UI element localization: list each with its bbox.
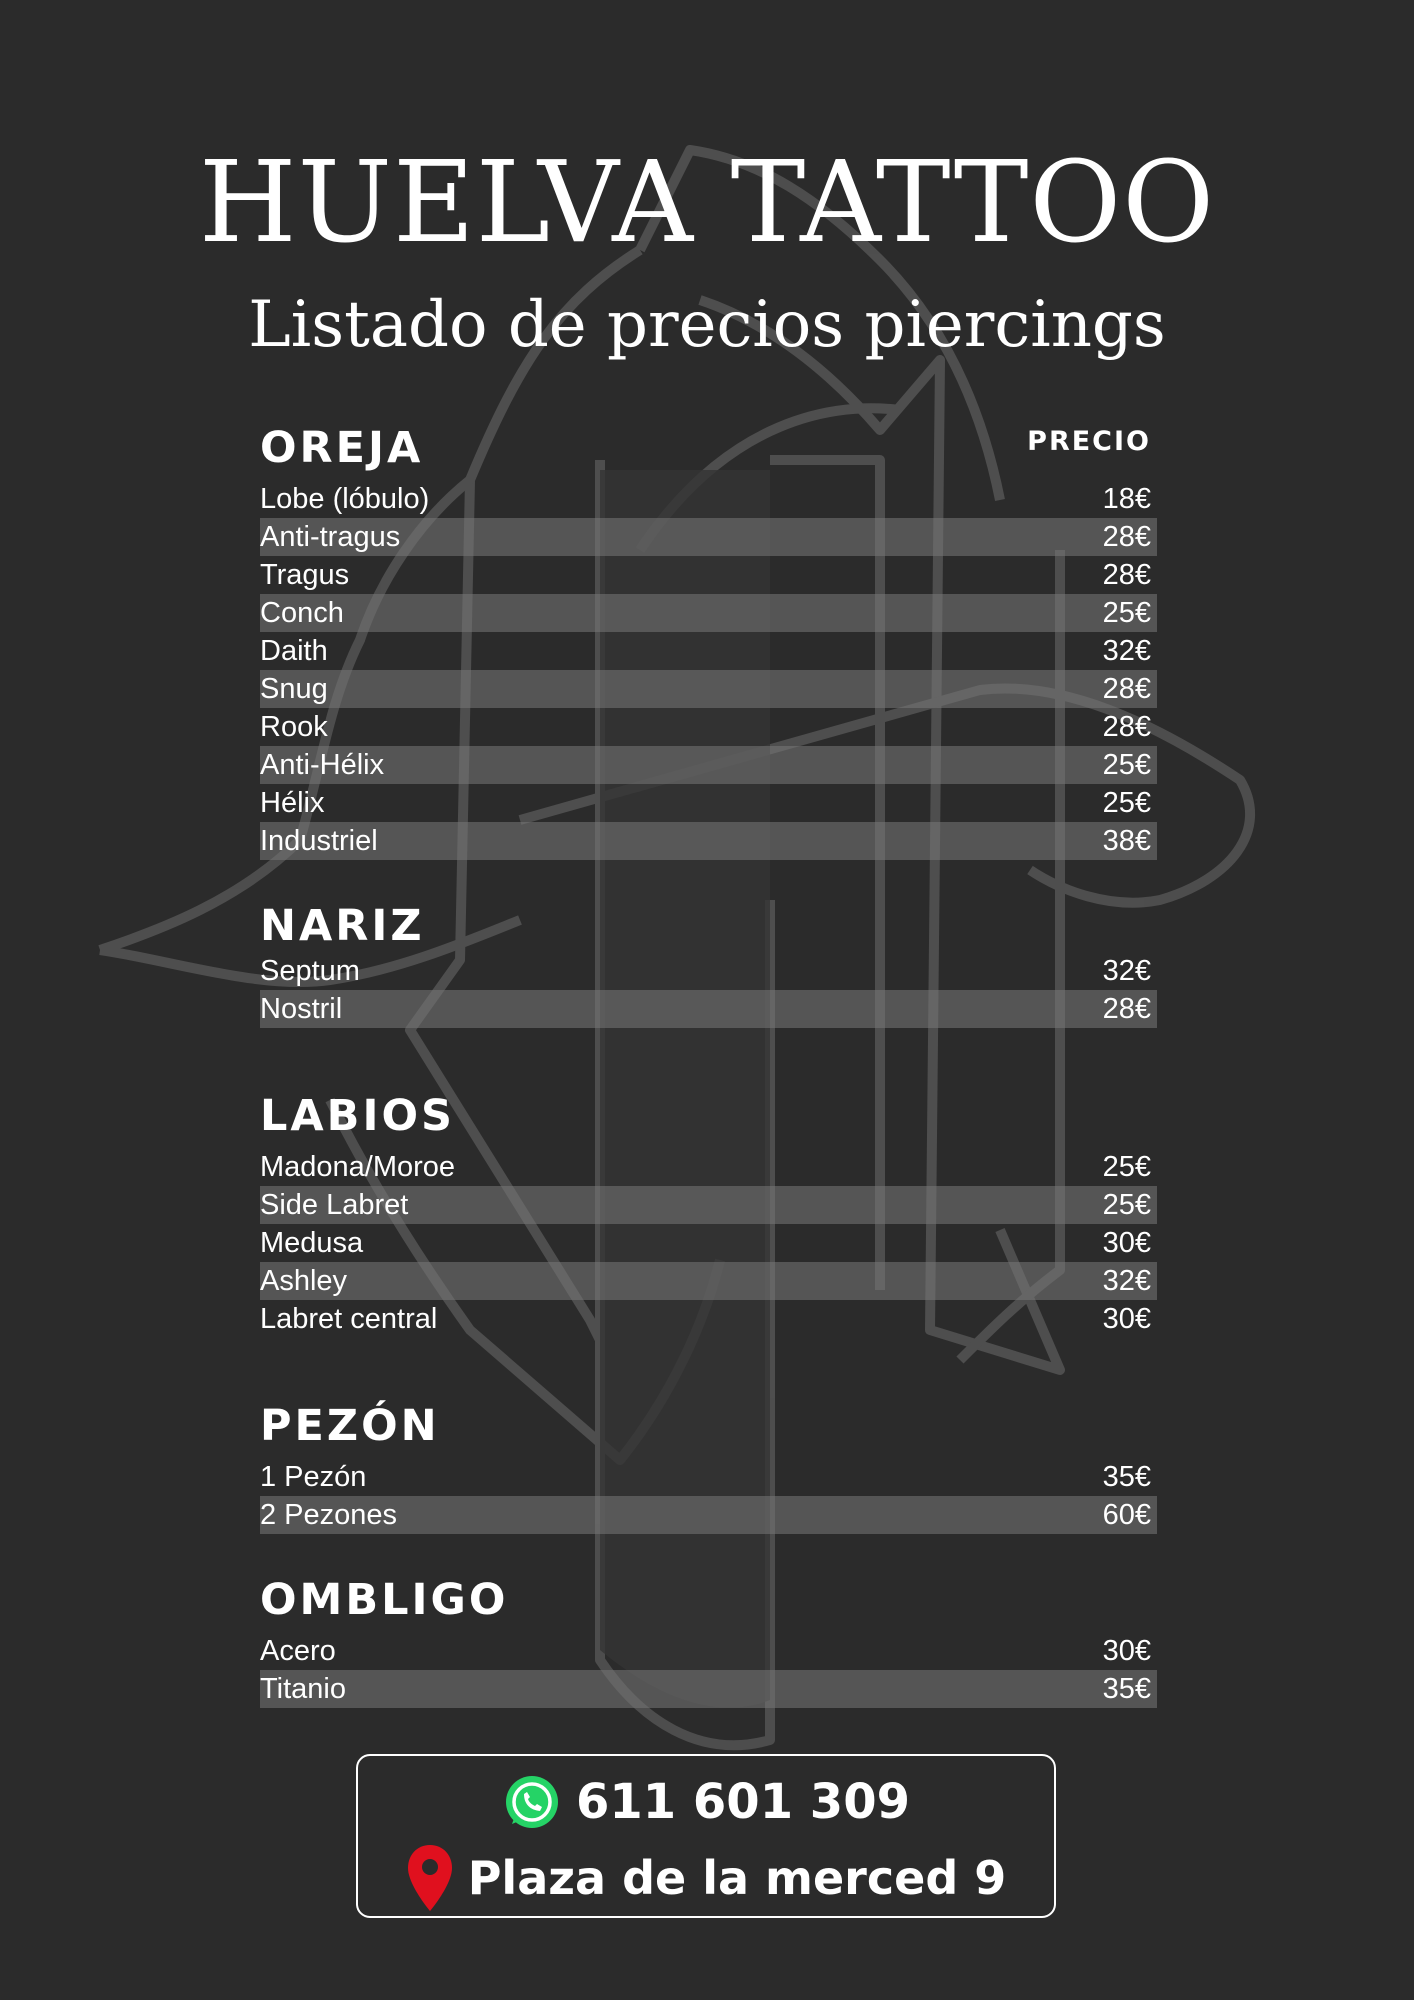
section-nariz xyxy=(260,896,1157,1028)
item-price: 35€ xyxy=(1102,1461,1151,1493)
section-oreja xyxy=(260,418,1157,860)
list-item xyxy=(260,708,1157,746)
section-labios xyxy=(260,1086,1157,1338)
list-item xyxy=(260,1632,1157,1670)
section-title: OMBLIGO xyxy=(260,1575,509,1625)
item-name: Snug xyxy=(260,673,328,705)
page-subtitle: Listado de precios piercings xyxy=(248,288,1166,362)
contact-box xyxy=(356,1754,1056,1918)
item-price: 30€ xyxy=(1102,1303,1151,1335)
item-price: 32€ xyxy=(1102,1265,1151,1297)
item-name: Rook xyxy=(260,711,328,743)
list-item xyxy=(260,556,1157,594)
item-price: 35€ xyxy=(1102,1673,1151,1705)
item-price: 25€ xyxy=(1102,1151,1151,1183)
item-price: 28€ xyxy=(1102,993,1151,1025)
list-item xyxy=(260,594,1157,632)
item-name: Septum xyxy=(260,955,360,987)
item-name: Anti-Hélix xyxy=(260,749,385,781)
list-item xyxy=(260,1496,1157,1534)
section-pezon xyxy=(260,1396,1157,1534)
list-item xyxy=(260,1300,1157,1338)
list-item xyxy=(260,784,1157,822)
item-price: 28€ xyxy=(1102,521,1151,553)
list-item xyxy=(260,1670,1157,1708)
item-name: Industriel xyxy=(260,825,378,857)
list-item xyxy=(260,518,1157,556)
item-price: 25€ xyxy=(1102,787,1151,819)
item-name: Acero xyxy=(260,1635,336,1667)
item-name: Conch xyxy=(260,597,344,629)
item-name: Side Labret xyxy=(260,1189,409,1221)
item-price: 30€ xyxy=(1102,1227,1151,1259)
item-name: Hélix xyxy=(260,787,325,819)
list-item xyxy=(260,746,1157,784)
item-price: 38€ xyxy=(1102,825,1151,857)
list-item xyxy=(260,990,1157,1028)
item-name: Anti-tragus xyxy=(260,521,401,553)
page-title: HUELVA TATTOO xyxy=(198,138,1216,268)
item-name: Madona/Moroe xyxy=(260,1151,456,1183)
item-price: 28€ xyxy=(1102,673,1151,705)
item-name: Medusa xyxy=(260,1227,364,1259)
item-price: 28€ xyxy=(1102,559,1151,591)
list-item xyxy=(260,952,1157,990)
item-name: Daith xyxy=(260,635,328,667)
phone-number: 611 601 309 xyxy=(575,1774,910,1830)
section-title: OREJA xyxy=(260,423,424,473)
item-price: 60€ xyxy=(1102,1499,1151,1531)
section-title: PEZÓN xyxy=(260,1401,440,1451)
list-item xyxy=(260,480,1157,518)
section-title: LABIOS xyxy=(260,1091,455,1141)
list-item xyxy=(260,1186,1157,1224)
item-name: Tragus xyxy=(260,559,350,591)
item-price: 30€ xyxy=(1102,1635,1151,1667)
price-list xyxy=(260,418,1157,1708)
contact-phone-row xyxy=(358,1766,1054,1838)
item-name: Lobe (lóbulo) xyxy=(260,483,430,515)
item-name: Labret central xyxy=(260,1303,438,1335)
contact-address-row xyxy=(358,1842,1054,1914)
address-text: Plaza de la merced 9 xyxy=(467,1851,1007,1905)
price-column-header: PRECIO xyxy=(1027,426,1151,457)
item-price: 32€ xyxy=(1102,635,1151,667)
list-item xyxy=(260,670,1157,708)
item-name: Titanio xyxy=(260,1673,346,1705)
whatsapp-icon xyxy=(502,1772,562,1832)
list-item xyxy=(260,632,1157,670)
item-price: 32€ xyxy=(1102,955,1151,987)
item-price: 28€ xyxy=(1102,711,1151,743)
list-item xyxy=(260,1224,1157,1262)
item-price: 25€ xyxy=(1102,597,1151,629)
list-item xyxy=(260,1458,1157,1496)
list-item xyxy=(260,1262,1157,1300)
item-price: 25€ xyxy=(1102,1189,1151,1221)
item-name: Nostril xyxy=(260,993,343,1025)
section-ombligo xyxy=(260,1570,1157,1708)
list-item xyxy=(260,1148,1157,1186)
item-name: 2 Pezones xyxy=(260,1499,398,1531)
item-name: Ashley xyxy=(260,1265,348,1297)
item-price: 25€ xyxy=(1102,749,1151,781)
item-price: 18€ xyxy=(1102,483,1151,515)
location-pin-icon xyxy=(406,1843,454,1913)
section-title: NARIZ xyxy=(260,901,425,951)
list-item xyxy=(260,822,1157,860)
item-name: 1 Pezón xyxy=(260,1461,367,1493)
